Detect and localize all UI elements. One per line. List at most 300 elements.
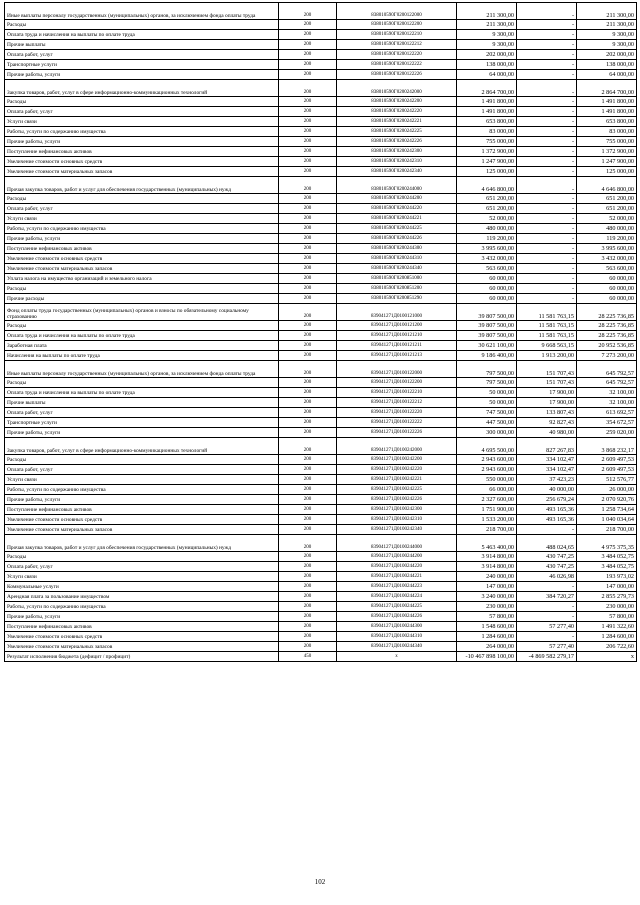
row-approved-amount: 39 807 500,00: [457, 304, 517, 321]
table-row: [5, 97, 637, 107]
row-budget-code: 838010590Г0200242200: [337, 97, 457, 107]
table-row: [5, 652, 637, 662]
row-name: Поступление нефинансовых активов: [5, 244, 279, 254]
row-approved-amount: 57 800,00: [457, 612, 517, 622]
row-name: Оплата работ, услуг: [5, 107, 279, 117]
row-unexecuted-amount: 64 000,00: [577, 70, 637, 80]
row-executed-amount: -: [517, 97, 577, 107]
row-unexecuted-amount: 1 040 034,64: [577, 515, 637, 525]
row-executed-amount: -: [517, 30, 577, 40]
row-name: Иные выплаты персоналу государственных (муниципальных) органов, за исключением фонда оплаты труда: [5, 361, 279, 378]
row-unexecuted-amount: 60 000,00: [577, 294, 637, 304]
row-budget-code: 838010590Г0200244200: [337, 194, 457, 204]
row-line-code: 200: [279, 20, 337, 30]
row-approved-amount: 4 646 800,00: [457, 177, 517, 194]
row-approved-amount: 797 500,00: [457, 361, 517, 378]
row-name: Прочие работы, услуги: [5, 137, 279, 147]
row-line-code: 200: [279, 97, 337, 107]
row-approved-amount: 211 300,00: [457, 20, 517, 30]
row-executed-amount: -: [517, 127, 577, 137]
row-approved-amount: 30 621 100,00: [457, 341, 517, 351]
row-executed-amount: 334 102,47: [517, 465, 577, 475]
row-unexecuted-amount: 613 692,57: [577, 408, 637, 418]
row-executed-amount: -: [517, 117, 577, 127]
row-executed-amount: 17 900,00: [517, 398, 577, 408]
row-executed-amount: 334 102,47: [517, 455, 577, 465]
row-line-code: 200: [279, 572, 337, 582]
row-executed-amount: -: [517, 3, 577, 20]
row-approved-amount: 202 000,00: [457, 50, 517, 60]
row-approved-amount: 3 995 600,00: [457, 244, 517, 254]
row-approved-amount: 5 463 400,00: [457, 535, 517, 552]
row-approved-amount: 1 491 800,00: [457, 107, 517, 117]
row-unexecuted-amount: 193 973,02: [577, 572, 637, 582]
row-budget-code: 839041271Д0100244200: [337, 552, 457, 562]
row-name: Прочая закупка товаров, работ и услуг для обеспечения государственных (муниципальных) нужд: [5, 177, 279, 194]
row-line-code: 200: [279, 80, 337, 97]
row-line-code: 200: [279, 137, 337, 147]
table-row: [5, 274, 637, 284]
row-unexecuted-amount: 9 300,00: [577, 30, 637, 40]
row-unexecuted-amount: 7 273 200,00: [577, 351, 637, 361]
table-row: [5, 264, 637, 274]
row-name: Оплата труда и начисления на выплаты по оплате труда: [5, 331, 279, 341]
table-row: [5, 304, 637, 321]
row-executed-amount: 46 026,98: [517, 572, 577, 582]
row-line-code: 200: [279, 378, 337, 388]
row-line-code: 200: [279, 632, 337, 642]
row-budget-code: 838010590Г0200122212: [337, 40, 457, 50]
row-approved-amount: 39 807 500,00: [457, 331, 517, 341]
table-row: [5, 20, 637, 30]
table-row: [5, 465, 637, 475]
row-budget-code: 838010590Г0200242300: [337, 147, 457, 157]
table-row: [5, 127, 637, 137]
table-row: [5, 50, 637, 60]
row-name: Оплата работ, услуг: [5, 465, 279, 475]
row-line-code: 200: [279, 612, 337, 622]
row-unexecuted-amount: 28 225 736,85: [577, 331, 637, 341]
row-name: Оплата труда и начисления на выплаты по оплате труда: [5, 30, 279, 40]
row-executed-amount: 488 024,65: [517, 535, 577, 552]
row-budget-code: 838010590Г0200244221: [337, 214, 457, 224]
row-budget-code: 838010590Г0200244220: [337, 204, 457, 214]
table-row: [5, 137, 637, 147]
row-executed-amount: -4 869 582 279,17: [517, 652, 577, 662]
row-budget-code: 838010590Г0200122226: [337, 70, 457, 80]
row-name: Увеличение стоимости основных средств: [5, 632, 279, 642]
row-unexecuted-amount: 218 700,00: [577, 525, 637, 535]
row-name: Услуги связи: [5, 475, 279, 485]
row-line-code: 200: [279, 642, 337, 652]
row-name: Прочие работы, услуги: [5, 428, 279, 438]
table-row: [5, 331, 637, 341]
row-line-code: 200: [279, 244, 337, 254]
table-row: [5, 378, 637, 388]
table-row: [5, 204, 637, 214]
row-unexecuted-amount: 259 020,00: [577, 428, 637, 438]
row-line-code: 200: [279, 455, 337, 465]
table-row: [5, 60, 637, 70]
table-row: [5, 572, 637, 582]
row-approved-amount: 447 500,00: [457, 418, 517, 428]
table-row: [5, 602, 637, 612]
page-number: 102: [314, 878, 326, 886]
row-approved-amount: 2 327 600,00: [457, 495, 517, 505]
table-row: [5, 535, 637, 552]
row-name: Закупка товаров, работ, услуг в сфере информационно-коммуникационных технологий: [5, 80, 279, 97]
row-executed-amount: -: [517, 234, 577, 244]
table-row: [5, 224, 637, 234]
row-name: Услуги связи: [5, 214, 279, 224]
row-approved-amount: 1 751 900,00: [457, 505, 517, 515]
row-unexecuted-amount: 211 300,00: [577, 3, 637, 20]
row-name: Прочие расходы: [5, 294, 279, 304]
row-name: Прочие выплаты: [5, 40, 279, 50]
row-line-code: 200: [279, 438, 337, 455]
row-approved-amount: 1 548 600,00: [457, 622, 517, 632]
row-line-code: 200: [279, 254, 337, 264]
row-line-code: 200: [279, 622, 337, 632]
row-approved-amount: 3 914 800,00: [457, 552, 517, 562]
row-budget-code: 838010590Г0200242221: [337, 117, 457, 127]
row-line-code: 200: [279, 341, 337, 351]
row-unexecuted-amount: 32 100,00: [577, 398, 637, 408]
row-executed-amount: -: [517, 612, 577, 622]
row-name: Расходы: [5, 20, 279, 30]
row-executed-amount: -: [517, 194, 577, 204]
row-executed-amount: 40 000,00: [517, 485, 577, 495]
row-approved-amount: 747 500,00: [457, 408, 517, 418]
row-budget-code: 839041271Д0100242220: [337, 465, 457, 475]
table-row: [5, 117, 637, 127]
row-line-code: 200: [279, 264, 337, 274]
row-line-code: 200: [279, 157, 337, 167]
row-budget-code: 838010590Г0200244225: [337, 224, 457, 234]
row-name: Увеличение стоимости основных средств: [5, 254, 279, 264]
row-unexecuted-amount: 83 000,00: [577, 127, 637, 137]
row-budget-code: 839041271Д0100122212: [337, 398, 457, 408]
row-budget-code: 838010590Г0200851000: [337, 274, 457, 284]
row-budget-code: 838010590Г0200122220: [337, 50, 457, 60]
row-line-code: 200: [279, 214, 337, 224]
row-name: Транспортные услуги: [5, 60, 279, 70]
row-name: Оплата работ, услуг: [5, 50, 279, 60]
row-unexecuted-amount: 1 491 800,00: [577, 107, 637, 117]
table-row: [5, 592, 637, 602]
row-approved-amount: 653 800,00: [457, 117, 517, 127]
row-budget-code: 839041271Д0100244220: [337, 562, 457, 572]
row-approved-amount: 230 000,00: [457, 602, 517, 612]
row-unexecuted-amount: 28 225 736,85: [577, 321, 637, 331]
row-approved-amount: 1 284 600,00: [457, 632, 517, 642]
row-line-code: 200: [279, 515, 337, 525]
row-approved-amount: 300 000,00: [457, 428, 517, 438]
row-approved-amount: 83 000,00: [457, 127, 517, 137]
table-row: [5, 214, 637, 224]
row-name: Результат исполнения бюджета (дефицит / профицит): [5, 652, 279, 662]
row-executed-amount: -: [517, 284, 577, 294]
table-row: [5, 341, 637, 351]
row-approved-amount: 651 200,00: [457, 194, 517, 204]
table-row: [5, 194, 637, 204]
row-unexecuted-amount: 138 000,00: [577, 60, 637, 70]
row-line-code: 200: [279, 602, 337, 612]
row-budget-code: 839041271Д0100244223: [337, 582, 457, 592]
row-unexecuted-amount: 645 792,57: [577, 361, 637, 378]
row-approved-amount: 1 533 200,00: [457, 515, 517, 525]
row-unexecuted-amount: 645 792,57: [577, 378, 637, 388]
row-unexecuted-amount: 1 491 322,60: [577, 622, 637, 632]
row-budget-code: 838010590Г0200122200: [337, 20, 457, 30]
row-budget-code: 839041271Д0100122222: [337, 418, 457, 428]
row-name: Работы, услуги по содержанию имущества: [5, 485, 279, 495]
row-executed-amount: -: [517, 167, 577, 177]
row-unexecuted-amount: 32 100,00: [577, 388, 637, 398]
row-name: Расходы: [5, 378, 279, 388]
row-unexecuted-amount: 512 576,77: [577, 475, 637, 485]
row-line-code: 200: [279, 177, 337, 194]
row-name: Фонд оплаты труда государственных (муниципальных) органов и взносы по обязательному социальному страхованию: [5, 304, 279, 321]
row-executed-amount: -: [517, 20, 577, 30]
row-budget-code: 839041271Д0100121200: [337, 321, 457, 331]
table-row: [5, 505, 637, 515]
row-line-code: 200: [279, 107, 337, 117]
row-approved-amount: 119 200,00: [457, 234, 517, 244]
table-row: [5, 398, 637, 408]
row-budget-code: 839041271Д0100242340: [337, 525, 457, 535]
row-budget-code: 838010590Г0200242340: [337, 167, 457, 177]
row-name: Прочая закупка товаров, работ и услуг для обеспечения государственных (муниципальных) нужд: [5, 535, 279, 552]
row-unexecuted-amount: 28 225 736,85: [577, 304, 637, 321]
table-row: [5, 515, 637, 525]
row-budget-code: 838010590Г0200242310: [337, 157, 457, 167]
row-line-code: 200: [279, 552, 337, 562]
row-name: Прочие выплаты: [5, 398, 279, 408]
row-unexecuted-amount: 57 800,00: [577, 612, 637, 622]
table-row: [5, 418, 637, 428]
row-name: Оплата работ, услуг: [5, 204, 279, 214]
row-name: Увеличение стоимости материальных запасов: [5, 525, 279, 535]
row-unexecuted-amount: 563 600,00: [577, 264, 637, 274]
row-name: Расходы: [5, 321, 279, 331]
row-line-code: 200: [279, 505, 337, 515]
row-budget-code: 838010590Г0200122222: [337, 60, 457, 70]
row-name: Услуги связи: [5, 572, 279, 582]
row-approved-amount: 147 000,00: [457, 582, 517, 592]
row-executed-amount: 11 581 763,15: [517, 321, 577, 331]
row-name: Расходы: [5, 455, 279, 465]
table-row: [5, 351, 637, 361]
row-approved-amount: 1 247 900,00: [457, 157, 517, 167]
table-row: [5, 321, 637, 331]
table-row: [5, 147, 637, 157]
row-budget-code: 838010590Г0200851290: [337, 294, 457, 304]
row-name: Расходы: [5, 194, 279, 204]
row-unexecuted-amount: 3 432 000,00: [577, 254, 637, 264]
row-budget-code: 839041271Д0100121211: [337, 341, 457, 351]
row-executed-amount: -: [517, 80, 577, 97]
row-unexecuted-amount: 9 300,00: [577, 40, 637, 50]
row-unexecuted-amount: 1 372 900,00: [577, 147, 637, 157]
budget-execution-table: [4, 2, 637, 662]
row-executed-amount: 493 165,36: [517, 515, 577, 525]
row-line-code: 200: [279, 3, 337, 20]
row-unexecuted-amount: 651 200,00: [577, 194, 637, 204]
row-budget-code: 839041271Д0100121213: [337, 351, 457, 361]
row-line-code: 200: [279, 351, 337, 361]
row-approved-amount: 9 300,00: [457, 30, 517, 40]
row-executed-amount: 37 423,23: [517, 475, 577, 485]
row-line-code: 200: [279, 117, 337, 127]
row-executed-amount: -: [517, 525, 577, 535]
row-name: Поступление нефинансовых активов: [5, 622, 279, 632]
row-budget-code: 838010590Г0200242225: [337, 127, 457, 137]
row-unexecuted-amount: 230 000,00: [577, 602, 637, 612]
row-line-code: 200: [279, 398, 337, 408]
row-unexecuted-amount: 20 952 536,85: [577, 341, 637, 351]
row-unexecuted-amount: 4 646 800,00: [577, 177, 637, 194]
row-unexecuted-amount: 125 000,00: [577, 167, 637, 177]
row-name: Увеличение стоимости материальных запасов: [5, 642, 279, 652]
row-executed-amount: -: [517, 157, 577, 167]
row-executed-amount: 57 277,40: [517, 622, 577, 632]
row-name: Поступление нефинансовых активов: [5, 505, 279, 515]
row-unexecuted-amount: 3 868 232,17: [577, 438, 637, 455]
row-name: Увеличение стоимости основных средств: [5, 157, 279, 167]
row-name: Увеличение стоимости основных средств: [5, 515, 279, 525]
row-budget-code: 839041271Д0100242226: [337, 495, 457, 505]
table-row: [5, 485, 637, 495]
row-executed-amount: 92 827,43: [517, 418, 577, 428]
row-approved-amount: 3 240 000,00: [457, 592, 517, 602]
table-row: [5, 582, 637, 592]
row-name: Оплата работ, услуг: [5, 408, 279, 418]
row-executed-amount: -: [517, 224, 577, 234]
row-unexecuted-amount: 3 484 052,75: [577, 552, 637, 562]
table-row: [5, 177, 637, 194]
row-unexecuted-amount: 3 995 600,00: [577, 244, 637, 254]
row-unexecuted-amount: 1 258 734,64: [577, 505, 637, 515]
row-executed-amount: -: [517, 244, 577, 254]
row-line-code: 200: [279, 562, 337, 572]
row-executed-amount: -: [517, 602, 577, 612]
row-approved-amount: 52 000,00: [457, 214, 517, 224]
row-executed-amount: 133 807,43: [517, 408, 577, 418]
row-name: Прочие работы, услуги: [5, 495, 279, 505]
row-budget-code: 838010590Г0200851200: [337, 284, 457, 294]
row-approved-amount: 1 372 900,00: [457, 147, 517, 157]
row-unexecuted-amount: 2 070 920,76: [577, 495, 637, 505]
row-budget-code: 839041271Д0100244225: [337, 602, 457, 612]
row-approved-amount: 2 943 600,00: [457, 455, 517, 465]
table-row: [5, 234, 637, 244]
row-executed-amount: -: [517, 632, 577, 642]
row-budget-code: 839041271Д0100242310: [337, 515, 457, 525]
row-executed-amount: 151 707,43: [517, 361, 577, 378]
table-row: [5, 3, 637, 20]
table-row: [5, 475, 637, 485]
row-name: Услуги связи: [5, 117, 279, 127]
row-line-code: 200: [279, 274, 337, 284]
table-row: [5, 632, 637, 642]
row-unexecuted-amount: 1 491 800,00: [577, 97, 637, 107]
row-unexecuted-amount: 202 000,00: [577, 50, 637, 60]
table-row: [5, 622, 637, 632]
table-row: [5, 157, 637, 167]
row-name: Прочие работы, услуги: [5, 70, 279, 80]
row-approved-amount: 755 000,00: [457, 137, 517, 147]
row-unexecuted-amount: 4 975 375,35: [577, 535, 637, 552]
table-row: [5, 495, 637, 505]
row-executed-amount: -: [517, 60, 577, 70]
row-name: Оплата труда и начисления на выплаты по оплате труда: [5, 388, 279, 398]
row-executed-amount: -: [517, 204, 577, 214]
row-line-code: 200: [279, 592, 337, 602]
row-line-code: 200: [279, 495, 337, 505]
row-executed-amount: -: [517, 147, 577, 157]
row-budget-code: 838010590Г0200244226: [337, 234, 457, 244]
table-row: [5, 408, 637, 418]
row-line-code: 200: [279, 361, 337, 378]
row-executed-amount: 827 267,83: [517, 438, 577, 455]
row-budget-code: 839041271Д0100244310: [337, 632, 457, 642]
row-line-code: 200: [279, 331, 337, 341]
row-budget-code: 839041271Д0100122200: [337, 378, 457, 388]
row-line-code: 200: [279, 194, 337, 204]
row-executed-amount: 151 707,43: [517, 378, 577, 388]
row-unexecuted-amount: 60 000,00: [577, 274, 637, 284]
row-line-code: 200: [279, 30, 337, 40]
row-line-code: 200: [279, 224, 337, 234]
row-line-code: 200: [279, 167, 337, 177]
row-budget-code: 839041271Д0100121210: [337, 331, 457, 341]
row-name: Увеличение стоимости материальных запасов: [5, 264, 279, 274]
row-executed-amount: -: [517, 40, 577, 50]
table-row: [5, 562, 637, 572]
row-line-code: 200: [279, 418, 337, 428]
row-name: Работы, услуги по содержанию имущества: [5, 127, 279, 137]
table-row: [5, 80, 637, 97]
row-approved-amount: 550 000,00: [457, 475, 517, 485]
table-row: [5, 244, 637, 254]
row-name: Работы, услуги по содержанию имущества: [5, 602, 279, 612]
row-approved-amount: 60 000,00: [457, 274, 517, 284]
row-budget-code: 839041271Д0100244000: [337, 535, 457, 552]
table-row: [5, 612, 637, 622]
table-row: [5, 525, 637, 535]
row-name: Заработная плата: [5, 341, 279, 351]
row-unexecuted-amount: 2 864 700,00: [577, 80, 637, 97]
row-executed-amount: -: [517, 70, 577, 80]
row-executed-amount: 9 668 563,15: [517, 341, 577, 351]
table-row: [5, 642, 637, 652]
row-budget-code: 839041271Д0100244300: [337, 622, 457, 632]
row-line-code: 200: [279, 127, 337, 137]
row-executed-amount: -: [517, 582, 577, 592]
row-line-code: 200: [279, 60, 337, 70]
row-approved-amount: 797 500,00: [457, 378, 517, 388]
row-name: Иные выплаты персоналу государственных (муниципальных) органов, за исключением фонда оплаты труда: [5, 3, 279, 20]
row-budget-code: 839041271Д0100242000: [337, 438, 457, 455]
row-unexecuted-amount: x: [577, 652, 637, 662]
row-executed-amount: 493 165,36: [517, 505, 577, 515]
row-budget-code: 839041271Д0100122000: [337, 361, 457, 378]
row-approved-amount: 240 000,00: [457, 572, 517, 582]
row-executed-amount: -: [517, 294, 577, 304]
row-budget-code: 839041271Д0100242225: [337, 485, 457, 495]
row-name: Прочие работы, услуги: [5, 612, 279, 622]
